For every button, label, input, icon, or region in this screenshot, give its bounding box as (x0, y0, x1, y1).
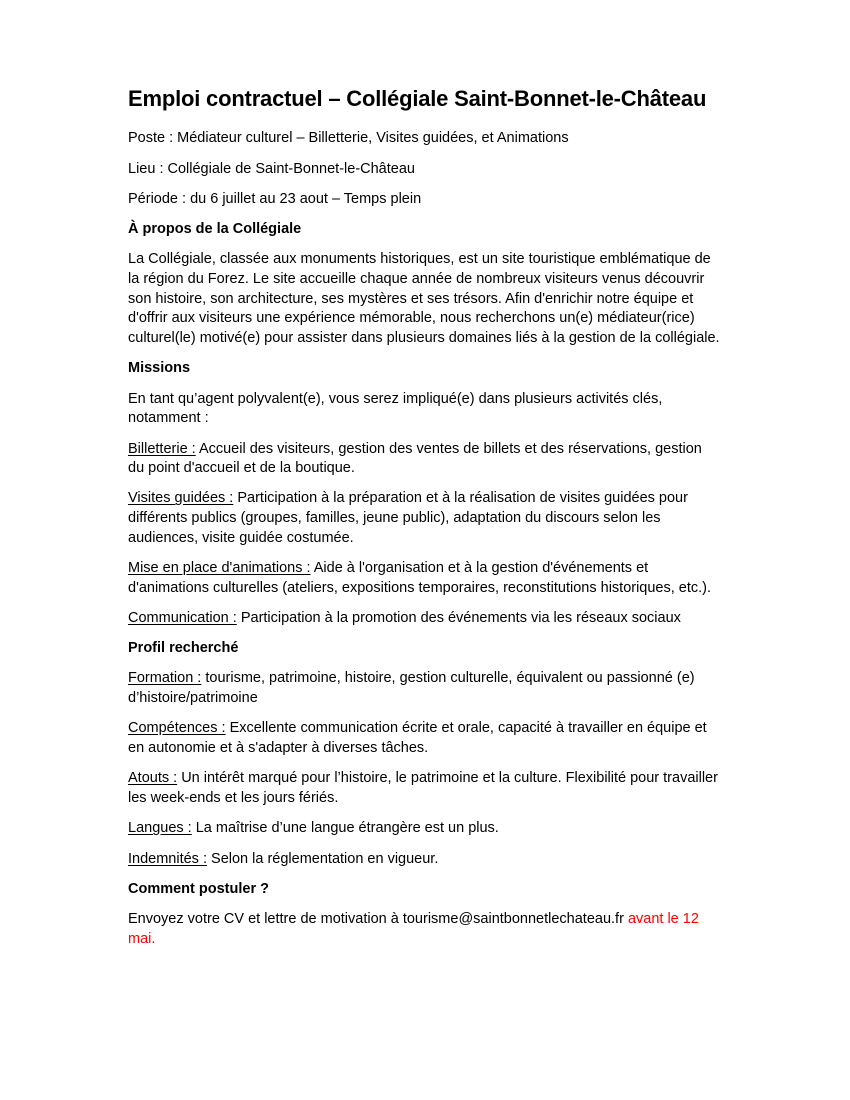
postuler-paragraph (128, 910, 722, 949)
profil-label-atouts: Atouts : (128, 770, 178, 787)
mission-item-billetterie (128, 440, 722, 479)
profil-text-formation: tourisme, patrimoine, histoire, gestion culturelle, équivalent ou passionné (e) d’histoire/patrimoine (128, 670, 695, 707)
profil-item-atouts (128, 769, 722, 808)
profil-text-langues: La maîtrise d’une langue étrangère est un plus. (195, 820, 499, 837)
profil-label-indemnites: Indemnités : (128, 850, 207, 867)
mission-item-communication (128, 609, 722, 629)
about-body: La Collégiale, classée aux monuments historiques, est un site touristique emblématique de la région du Forez. Le site accueille chaque année de nombreux visiteurs venus découvrir son histoire, son architecture, ses mystères et ses trésors. Afin d'enrichir notre équipe et d'offrir aux visiteurs une expérience mémorable, nous recherchons un(e) médiateur(rice) culturel(le) motivé(e) pour assister dans plusieurs domaines liés à la gestion de la collégiale. (128, 251, 720, 347)
profil-item-indemnites (128, 850, 722, 870)
mission-text-billetterie: Accueil des visiteurs, gestion des ventes de billets et des réservations, gestion du point d'accueil et de la boutique. (128, 440, 702, 477)
mission-text-communication: Participation à la promotion des événements via les réseaux sociaux (240, 610, 681, 627)
heading-comment-postuler: Comment postuler ? (128, 880, 269, 897)
mission-label-billetterie: Billetterie : (128, 440, 196, 457)
mission-label-animations: Mise en place d'animations : (128, 560, 311, 577)
meta-lieu: Lieu : Collégiale de Saint-Bonnet-le-Château (128, 160, 415, 177)
heading-missions: Missions (128, 360, 191, 377)
document-title: Emploi contractuel – Collégiale Saint-Bonnet-le-Château (128, 86, 707, 111)
mission-label-visites-guidees: Visites guidées : (128, 490, 234, 507)
mission-text-animations: Aide à l'organisation et à la gestion d'événements et d'animations culturelles (ateliers, expositions temporaires, reconstitutions historiques, etc.). (128, 560, 712, 596)
profil-item-competences (128, 719, 722, 758)
heading-a-propos: À propos de la Collégiale (128, 221, 302, 238)
heading-profil-recherche: Profil recherché (128, 640, 239, 657)
profil-item-langues (128, 819, 722, 839)
postuler-text: Envoyez votre CV et lettre de motivation à (128, 910, 399, 927)
missions-intro: En tant qu’agent polyvalent(e), vous serez impliqué(e) dans plusieurs activités clés, notamment : (128, 390, 663, 427)
mission-item-animations (128, 559, 722, 598)
mission-item-visites-guidees (128, 489, 722, 548)
profil-label-formation: Formation : (128, 670, 202, 687)
profil-text-atouts: Un intérêt marqué pour l’histoire, le patrimoine et la culture. Flexibilité pour travailler les week-ends et les jours fériés. (128, 770, 718, 807)
meta-poste: Poste : Médiateur culturel – Billetterie, Visites guidées, et Animations (128, 130, 569, 147)
postuler-deadline-text: avant le 12 mai. (128, 910, 699, 947)
profil-label-competences: Compétences : (128, 720, 226, 737)
mission-label-communication: Communication : (128, 610, 237, 627)
profil-item-formation (128, 669, 722, 708)
profil-text-competences: Excellente communication écrite et orale, capacité à travailler en équipe et en autonomie et à s'adapter à diverses tâches. (128, 720, 707, 757)
postuler-email-text: tourisme@saintbonnetlechateau.fr (402, 910, 624, 927)
profil-text-indemnites: Selon la réglementation en vigueur. (211, 850, 439, 867)
profil-label-langues: Langues : (128, 820, 192, 837)
meta-periode: Période : du 6 juillet au 23 aout – Temps plein (128, 190, 422, 207)
mission-text-visites-guidees: Participation à la préparation et à la réalisation de visites guidées pour différents publics (groupes, familles, jeune public), adaptation du discours selon les audiences, visite guidée costumée. (128, 490, 688, 546)
